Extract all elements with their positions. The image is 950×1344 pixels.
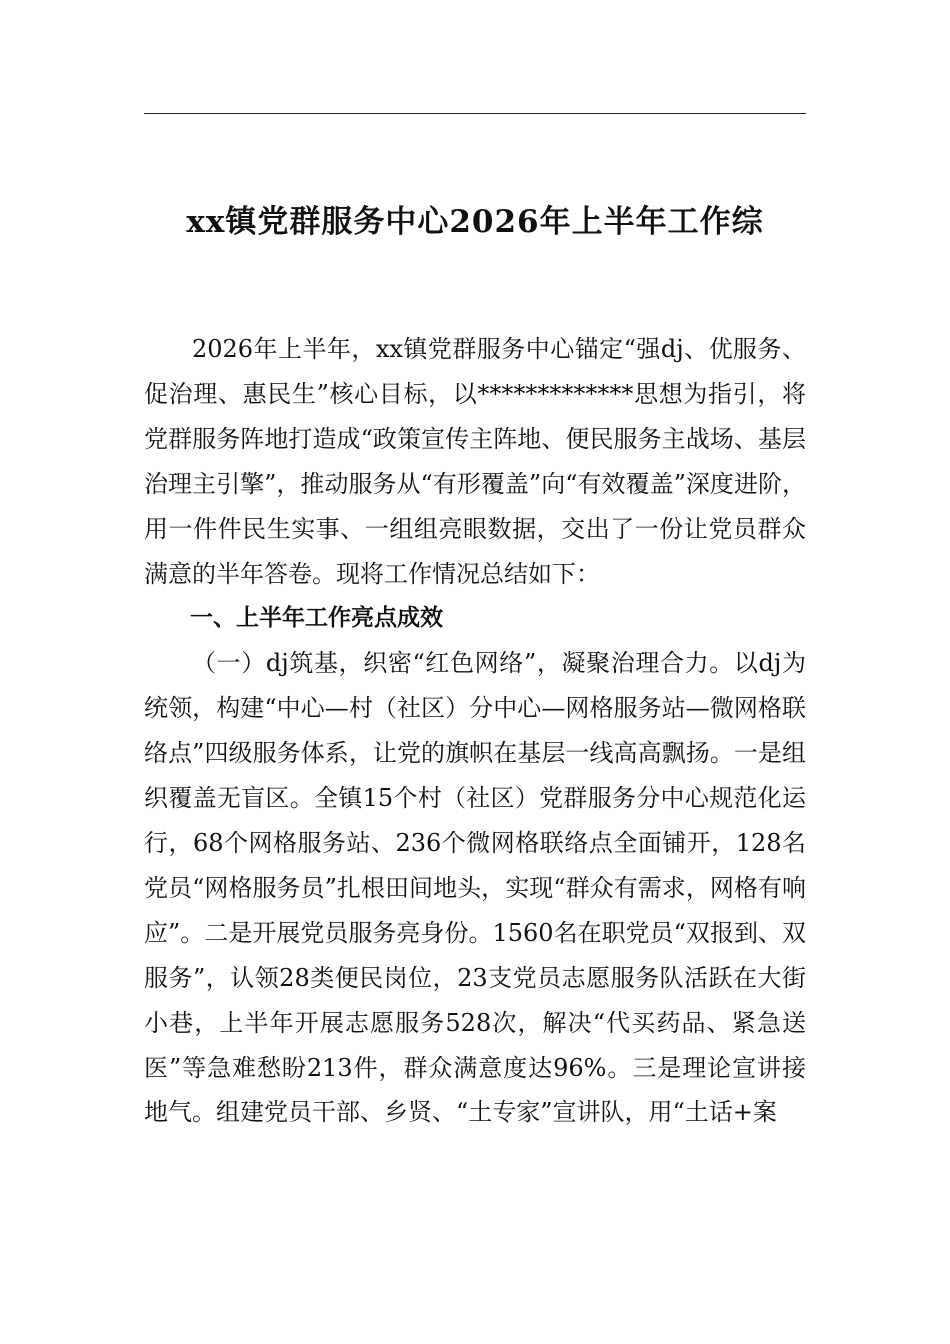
intro-paragraph: 2026年上半年，xx镇党群服务中心锚定“强dj、优服务、促治理、惠民生”核心目标，以*************思想为指引，将党群服务阵地打造成“政策宣传主阵地、便民服务主战场、基层治理主引擎”，推动服务从“有形覆盖”向“有效覆盖”深度进阶，用一件件民生实事、一组组亮眼数据，交出了一份让党员群众满意的半年答卷。现将工作情况总结如下：	[144, 335, 806, 588]
section-heading: 一、上半年工作亮点成效	[190, 605, 443, 632]
document-title: xx镇党群服务中心2026年上半年工作综	[186, 204, 764, 240]
document-body	[144, 327, 806, 1135]
subsection-paragraph	[144, 641, 806, 1135]
header-rule	[144, 113, 806, 114]
subsection-heading: （一）dj筑基，织密“红色网络”，凝聚治理合力。	[192, 649, 734, 678]
subsection-body: 以dj为统领，构建“中心—村（社区）分中心—网格服务站—微网格联络点”四级服务体系，让党的旗帜在基层一线高高飘扬。一是组织覆盖无盲区。全镇15个村（社区）党群服务分中心规范化运行，68个网格服务站、236个微网格联络点全面铺开，128名党员“网格服务员”扎根田间地头，实现“群众有需求，网格有响应”。二是开展党员服务亮身份。1560名在职党员“双报到、双服务”，认领28类便民岗位，23支党员志愿服务队活跃在大街小巷，上半年开展志愿服务528次，解决“代买药品、紧急送医”等急难愁盼213件，群众满意度达96%。三是理论宣讲接地气。组建党员干部、乡贤、“土专家”宣讲队，用“土话+案	[144, 649, 806, 1127]
